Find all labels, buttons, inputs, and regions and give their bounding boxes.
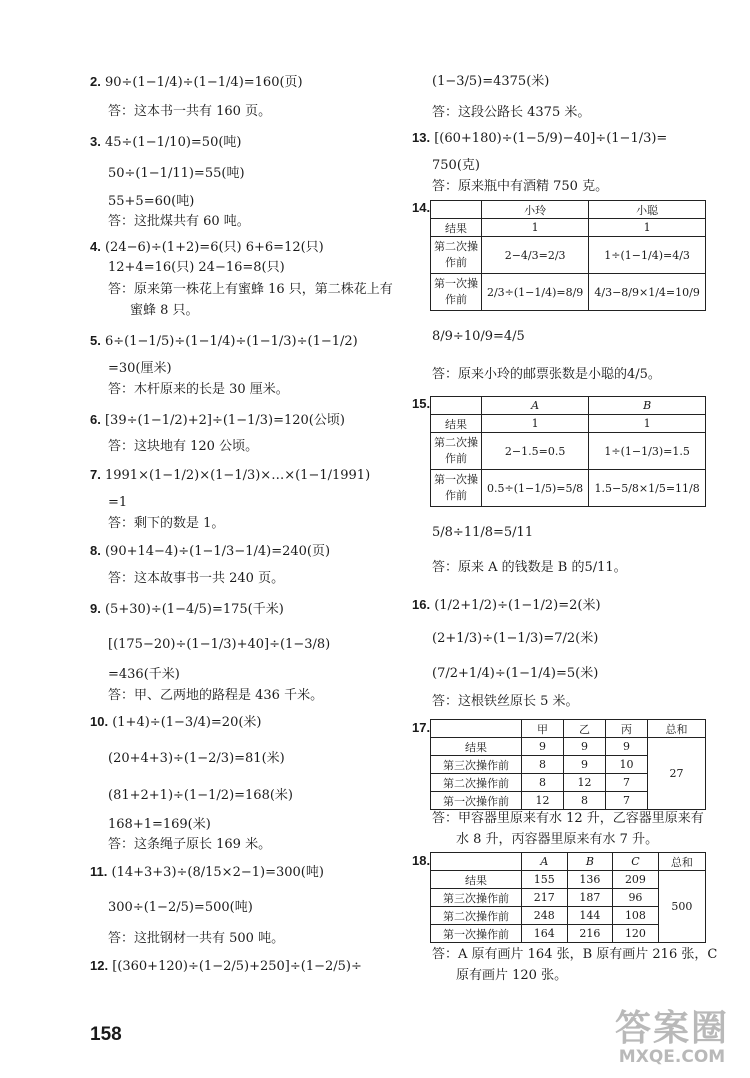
table-cell: 120: [613, 925, 659, 943]
header-cell: 小玲: [482, 201, 589, 219]
equation: [(60+180)÷(1−5/9)−40]÷(1−1/3)=: [434, 131, 668, 146]
answer-12: 答：这段公路长 4375 米。: [432, 105, 591, 120]
table-header-row: [431, 201, 706, 219]
equation: 50÷(1−1/11)=55(吨): [108, 166, 245, 181]
answer-9: 答：甲、乙两地的路程是 436 千米。: [108, 688, 324, 703]
table-cell: 96: [613, 889, 659, 907]
table-cell: 8: [564, 792, 606, 810]
table-cell: 216: [567, 925, 613, 943]
header-cell: [431, 720, 522, 738]
answer-2: 答：这本书一共有 160 页。: [108, 104, 272, 119]
header-cell: 小聪: [589, 201, 706, 219]
table-row: [431, 871, 706, 889]
equation: [(360+120)÷(1−2/5)+250]÷(1−2/5)÷: [112, 959, 362, 974]
table-header-row: [431, 397, 706, 415]
equation: 90÷(1−1/4)÷(1−1/4)=160(页): [104, 75, 303, 90]
equation: =1: [108, 495, 128, 510]
watermark-logo: [602, 1010, 742, 1072]
answer-5: 答：木杆原来的长是 30 厘米。: [108, 382, 289, 397]
watermark-url: MXQE.COM: [618, 1047, 726, 1067]
answer-17: 答：甲容器里原来有水 12 升，乙容器里原来有: [432, 811, 704, 826]
problem-10: [90, 713, 262, 732]
equation: =30(厘米): [108, 361, 172, 376]
answer-6: 答：这块地有 120 公顷。: [108, 439, 259, 454]
equation: (14+3+3)÷(8/15×2−1)=300(吨): [111, 865, 324, 880]
header-cell: B: [567, 853, 613, 871]
total-cell: 500: [658, 871, 705, 943]
equation: =436(千米): [108, 667, 180, 682]
equation: (7/2+1/4)÷(1−1/4)=5(米): [432, 666, 599, 681]
equation: (1/2+1/2)÷(1−1/2)=2(米): [434, 598, 601, 613]
table-cell: 12: [522, 792, 564, 810]
table-cell: 1: [482, 219, 589, 237]
row-label: 第二次操作前: [431, 907, 522, 925]
equation: 750(克): [432, 158, 480, 173]
equation: 12+4=16(只) 24−16=8(只): [108, 260, 285, 275]
row-label: 结果: [431, 871, 522, 889]
table-row: [431, 738, 706, 756]
problem-9: [90, 600, 284, 619]
table-14: [430, 200, 706, 311]
row-label: 第三次操作前: [431, 756, 522, 774]
problem-13: [412, 129, 667, 148]
table-cell: 209: [613, 871, 659, 889]
table-15: [430, 396, 706, 507]
header-cell: 乙: [564, 720, 606, 738]
row-label: 第二次操作前: [431, 433, 482, 470]
answer-18: 答：A 原有画片 164 张，B 原有画片 216 张，C: [432, 947, 718, 962]
problem-11: [90, 863, 324, 882]
equation: 1991×(1−1/2)×(1−1/3)×…×(1−1/1991): [104, 468, 371, 483]
header-cell: [431, 397, 482, 415]
equation: 8/9÷10/9=4/5: [432, 329, 525, 344]
table-cell: 12: [564, 774, 606, 792]
header-cell: C: [613, 853, 659, 871]
answer-18-cont: 原有画片 120 张。: [456, 968, 568, 983]
table-cell: 1: [589, 219, 706, 237]
table-cell: 10: [606, 756, 648, 774]
equation: (1−3/5)=4375(米): [432, 74, 550, 89]
equation: (81+2+1)÷(1−1/2)=168(米): [108, 788, 293, 803]
table-cell: 108: [613, 907, 659, 925]
table-cell: 1: [589, 415, 706, 433]
problem-number: 15.: [412, 396, 431, 411]
table-cell: 217: [522, 889, 568, 907]
table-cell: 1: [482, 415, 589, 433]
table-cell: 4/3−8/9×1/4=10/9: [589, 274, 706, 311]
table-cell: 9: [522, 738, 564, 756]
equation: (20+4+3)÷(1−2/3)=81(米): [108, 751, 285, 766]
problem-number: 17.: [412, 720, 431, 735]
table-row: [431, 237, 706, 274]
problem-7: [90, 466, 370, 485]
table-cell: 248: [522, 907, 568, 925]
problem-4: [90, 238, 324, 257]
table-17: [430, 719, 706, 810]
equation: [(175−20)÷(1−1/3)+40]÷(1−3/8): [108, 637, 331, 652]
table-cell: 136: [567, 871, 613, 889]
problem-number: 10.: [90, 714, 109, 729]
answer-13: 答：原来瓶中有酒精 750 克。: [432, 179, 609, 194]
answer-4-cont: 蜜蜂 8 只。: [130, 303, 199, 318]
row-label: 第三次操作前: [431, 889, 522, 907]
answer-7: 答：剩下的数是 1。: [108, 516, 225, 531]
equation: 168+1=169(米): [108, 817, 211, 832]
problem-number: 6.: [90, 412, 101, 427]
row-label: 第一次操作前: [431, 470, 482, 507]
equation: [39÷(1−1/2)+2]÷(1−1/3)=120(公顷): [104, 413, 345, 428]
table-cell: 7: [606, 792, 648, 810]
problem-5: [90, 332, 358, 351]
problem-number: 16.: [412, 597, 431, 612]
row-label: 结果: [431, 219, 482, 237]
equation: 55+5=60(吨): [108, 194, 195, 209]
problem-number: 14.: [412, 200, 431, 215]
row-label: 结果: [431, 415, 482, 433]
equation: 5/8÷11/8=5/11: [432, 525, 534, 540]
table-cell: 8: [522, 774, 564, 792]
total-cell: 27: [648, 738, 706, 810]
row-label: 第一次操作前: [431, 792, 522, 810]
table-row: [431, 219, 706, 237]
table-cell: 2−1.5=0.5: [482, 433, 589, 470]
table-cell: 7: [606, 774, 648, 792]
problem-number: 9.: [90, 601, 101, 616]
answer-11: 答：这批钢材一共有 500 吨。: [108, 931, 285, 946]
table-cell: 2−4/3=2/3: [482, 237, 589, 274]
problem-12: [90, 957, 362, 976]
answer-10: 答：这条绳子原长 169 米。: [108, 837, 272, 852]
answer-16: 答：这根铁丝原长 5 米。: [432, 694, 579, 709]
problem-16: [412, 596, 601, 615]
table-18: [430, 852, 706, 943]
table-row: [431, 415, 706, 433]
answer-17-cont: 水 8 升，丙容器里原来有水 7 升。: [456, 832, 659, 847]
equation: (1+4)÷(1−3/4)=20(米): [112, 715, 262, 730]
table-cell: 1.5−5/8×1/5=11/8: [589, 470, 706, 507]
problem-6: [90, 411, 345, 430]
header-cell: 甲: [522, 720, 564, 738]
answer-14: 答：原来小玲的邮票张数是小聪的4/5。: [432, 367, 661, 382]
watermark-text: 答案圈: [614, 1008, 729, 1049]
table-header-row: [431, 853, 706, 871]
problem-number: 12.: [90, 958, 109, 973]
table-row: [431, 433, 706, 470]
equation: 45÷(1−1/10)=50(吨): [104, 135, 242, 150]
problem-number: 13.: [412, 130, 431, 145]
equation: (5+30)÷(1−4/5)=175(千米): [104, 602, 284, 617]
table-cell: 1÷(1−1/4)=4/3: [589, 237, 706, 274]
header-cell: B: [589, 397, 706, 415]
equation: (2+1/3)÷(1−1/3)=7/2(米): [432, 631, 599, 646]
equation: 6÷(1−1/5)÷(1−1/4)÷(1−1/3)÷(1−1/2): [104, 334, 358, 349]
table-cell: 8: [522, 756, 564, 774]
problem-number: 11.: [90, 864, 108, 879]
row-label: 第一次操作前: [431, 274, 482, 311]
row-label: 第一次操作前: [431, 925, 522, 943]
header-cell: [431, 201, 482, 219]
header-cell: 总和: [658, 853, 705, 871]
answer-15: 答：原来 A 的钱数是 B 的5/11。: [432, 560, 627, 575]
answer-8: 答：这本故事书一共 240 页。: [108, 571, 285, 586]
header-cell: 总和: [648, 720, 706, 738]
problem-3: [90, 133, 242, 152]
table-row: [431, 274, 706, 311]
table-cell: 0.5÷(1−1/5)=5/8: [482, 470, 589, 507]
table-cell: 155: [522, 871, 568, 889]
row-label: 第二次操作前: [431, 774, 522, 792]
problem-2: [90, 73, 303, 92]
header-cell: A: [522, 853, 568, 871]
problem-number: 8.: [90, 543, 101, 558]
page-number: 158: [90, 1024, 122, 1045]
table-row: [431, 470, 706, 507]
row-label: 第二次操作前: [431, 237, 482, 274]
equation: (90+14−4)÷(1−1/3−1/4)=240(页): [104, 544, 331, 559]
header-cell: [431, 853, 522, 871]
problem-number: 5.: [90, 333, 101, 348]
table-header-row: [431, 720, 706, 738]
problem-number: 3.: [90, 134, 101, 149]
row-label: 结果: [431, 738, 522, 756]
problem-number: 4.: [90, 239, 101, 254]
header-cell: 丙: [606, 720, 648, 738]
answer-4: 答：原来第一株花上有蜜蜂 16 只，第二株花上有: [108, 282, 393, 297]
table-cell: 2/3÷(1−1/4)=8/9: [482, 274, 589, 311]
table-cell: 164: [522, 925, 568, 943]
answer-3: 答：这批煤共有 60 吨。: [108, 214, 250, 229]
problem-number: 7.: [90, 467, 101, 482]
equation: (24−6)÷(1+2)=6(只) 6+6=12(只): [104, 240, 324, 255]
table-cell: 9: [606, 738, 648, 756]
problem-number: 2.: [90, 74, 101, 89]
problem-8: [90, 542, 330, 561]
table-cell: 1÷(1−1/3)=1.5: [589, 433, 706, 470]
header-cell: A: [482, 397, 589, 415]
equation: 300÷(1−2/5)=500(吨): [108, 900, 253, 915]
table-cell: 144: [567, 907, 613, 925]
table-cell: 9: [564, 738, 606, 756]
table-cell: 9: [564, 756, 606, 774]
problem-number: 18.: [412, 853, 431, 868]
table-cell: 187: [567, 889, 613, 907]
